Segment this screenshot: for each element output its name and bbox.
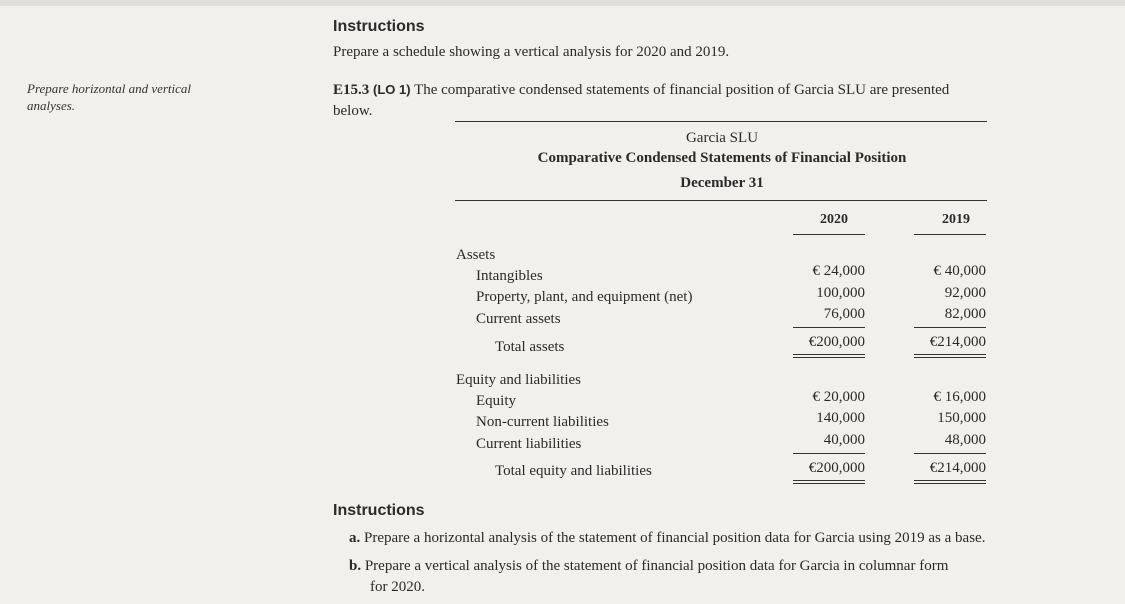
value-equity-2020: € 20,000 xyxy=(812,389,865,405)
total-equity-liabilities-2019: €214,000 xyxy=(929,460,986,476)
value-equity-2019: € 16,000 xyxy=(933,389,986,405)
row-label-equity: Equity xyxy=(476,393,516,409)
instruction-a xyxy=(349,528,1119,549)
instruction-b-text-line2: for 2020. xyxy=(370,579,425,595)
value-intangibles-2020: € 24,000 xyxy=(812,263,865,279)
value-non-current-liabilities-2019: 150,000 xyxy=(937,410,986,426)
eq-subtotal-rule-2019 xyxy=(914,453,986,454)
page-top-edge xyxy=(0,0,1125,6)
learning-objective: (LO 1) xyxy=(373,82,411,97)
row-label-current-liabilities: Current liabilities xyxy=(476,436,582,452)
value-current-liabilities-2020: 40,000 xyxy=(823,432,865,448)
statement-title: Comparative Condensed Statements of Financial Position xyxy=(537,150,907,166)
exercise-text-line1: The comparative condensed statements of financial position of Garcia SLU are presented xyxy=(414,82,950,98)
value-non-current-liabilities-2020: 140,000 xyxy=(816,410,865,426)
eq-subtotal-rule-2020 xyxy=(793,453,865,454)
col-2020-underline xyxy=(793,234,865,235)
exercise-intro xyxy=(333,80,1113,100)
total-assets-double-rule-2019 xyxy=(914,354,986,358)
instruction-b xyxy=(349,556,1119,577)
total-eq-double-rule-2020 xyxy=(793,480,865,484)
assets-subtotal-rule-2019 xyxy=(914,327,986,328)
header-bottom-rule xyxy=(455,200,987,201)
equity-liabilities-label: Equity and liabilities xyxy=(456,372,581,388)
col-2019-underline xyxy=(914,234,986,235)
margin-note-line1: Prepare horizontal and vertical xyxy=(27,81,192,96)
exercise-number: E15.3 xyxy=(333,82,370,98)
total-assets-label: Total assets xyxy=(495,339,565,355)
row-label-intangibles: Intangibles xyxy=(476,268,543,284)
instruction-b-text-line1: Prepare a vertical analysis of the statement of financial position data for Garcia in columnar form xyxy=(364,558,949,574)
value-current-liabilities-2019: 48,000 xyxy=(944,432,986,448)
total-eq-double-rule-2019 xyxy=(914,480,986,484)
total-assets-2020: €200,000 xyxy=(808,334,865,350)
value-ppe-2020: 100,000 xyxy=(816,285,865,301)
total-equity-liabilities-label: Total equity and liabilities xyxy=(495,463,652,479)
instructions-text-top: Prepare a schedule showing a vertical analysis for 2020 and 2019. xyxy=(333,44,730,60)
total-assets-2019: €214,000 xyxy=(929,334,986,350)
value-current-assets-2020: 76,000 xyxy=(823,306,865,322)
value-current-assets-2019: 82,000 xyxy=(944,306,986,322)
total-equity-liabilities-2020: €200,000 xyxy=(808,460,865,476)
instruction-a-text: Prepare a horizontal analysis of the statement of financial position data for Garcia using 2019 as a base. xyxy=(364,530,986,546)
exercise-text-line2: below. xyxy=(333,103,373,119)
assets-subtotal-rule-2020 xyxy=(793,327,865,328)
value-ppe-2019: 92,000 xyxy=(944,285,986,301)
instructions-heading-top: Instructions xyxy=(333,18,425,35)
instructions-heading-bottom: Instructions xyxy=(333,502,425,519)
value-intangibles-2019: € 40,000 xyxy=(933,263,986,279)
row-label-ppe: Property, plant, and equipment (net) xyxy=(476,289,693,305)
header-top-rule xyxy=(455,121,987,122)
margin-note-line2: analyses. xyxy=(27,98,76,113)
margin-note xyxy=(27,80,191,114)
row-label-current-assets: Current assets xyxy=(476,311,561,327)
total-assets-double-rule-2020 xyxy=(793,354,865,358)
company-name: Garcia SLU xyxy=(685,130,759,146)
row-label-non-current-liabilities: Non-current liabilities xyxy=(476,414,609,430)
instruction-a-letter: a. xyxy=(349,530,361,546)
assets-label: Assets xyxy=(456,247,496,263)
instruction-b-letter: b. xyxy=(349,558,362,574)
col-header-2020: 2020 xyxy=(820,212,848,227)
col-header-2019: 2019 xyxy=(942,212,970,227)
statement-date: December 31 xyxy=(680,175,764,191)
